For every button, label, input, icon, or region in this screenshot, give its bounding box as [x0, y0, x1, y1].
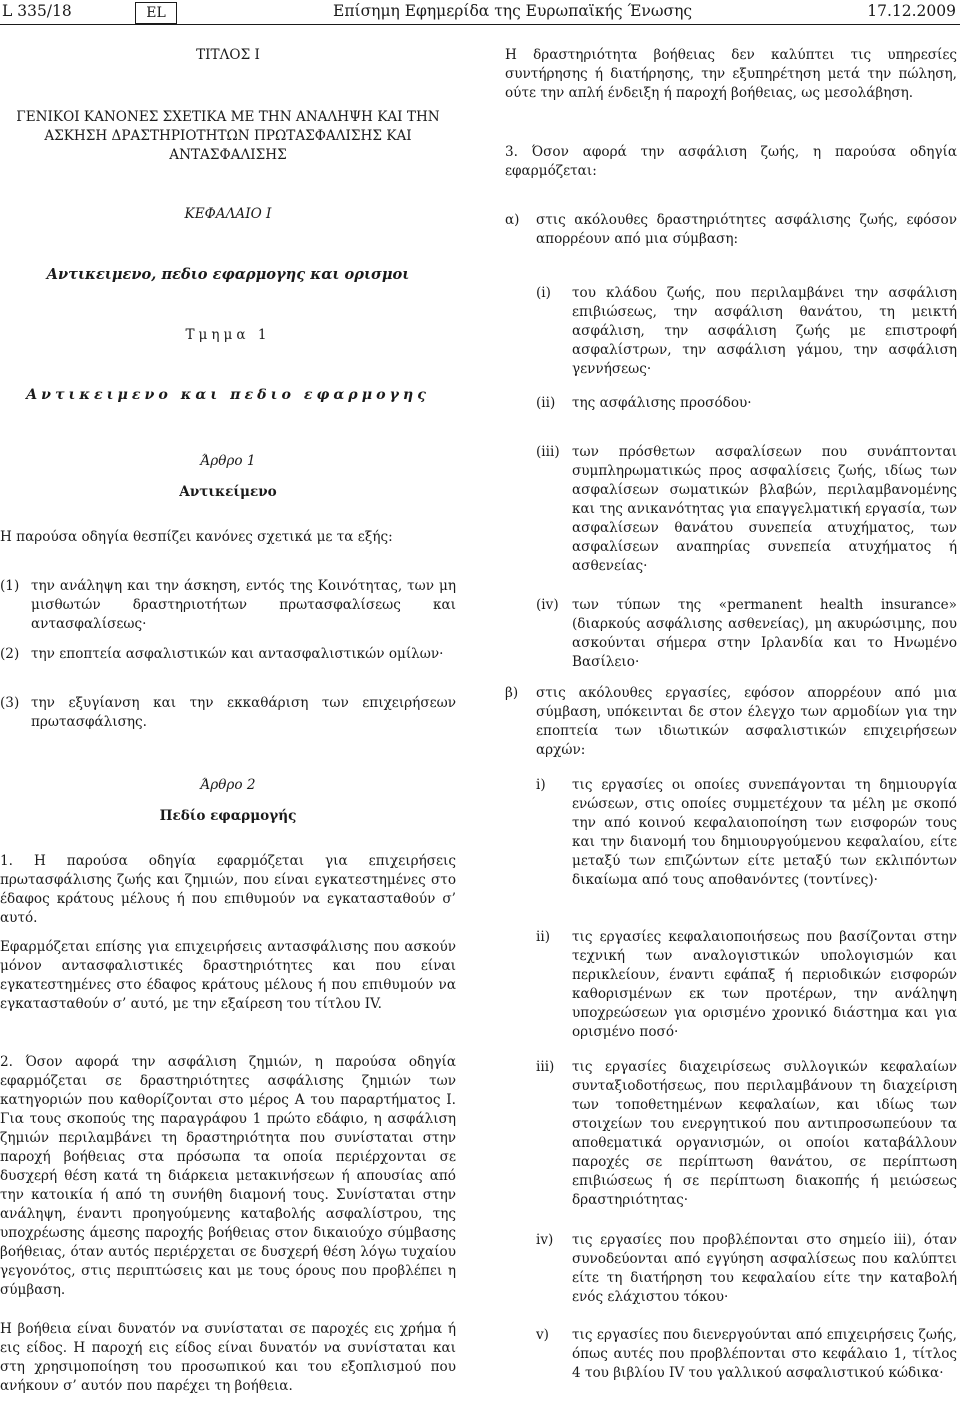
point-b: [505, 684, 957, 760]
subpoint-number: v): [536, 1327, 549, 1343]
section-heading: Αντικειμενο και πεδιο εφαρμογης: [26, 387, 430, 403]
article-2-paragraph-2: Εφαρμόζεται επίσης για επιχειρήσεις αντασφάλισης που ασκούν μόνον αντασφαλιστικές δραστηριότητες και που είναι εγκατεστημένες στο έδαφος κράτους μέλους ή που επιθυμούν να εγκατασταθούν σ’ αυτό, με την εξαίρεση του τίτλου IV.: [0, 939, 456, 1012]
subpoint-text: τις εργασίες κεφαλαιοποιήσεως που βασίζονται στην τεχνική των αναλογιστικών υπολογισμών και περικλείουν, έναντι εφάπαξ ή περιοδικών εισφορών καθορισμένων εκ των προτέρων, την ανάληψη υποχρεώσεων για ορισμένο χρονικό διάστημα και για ορισμένο ποσό·: [572, 929, 957, 1040]
item-text: την εξυγίανση και την εκκαθάριση των επιχειρήσεων πρωτασφάλισης.: [31, 695, 456, 730]
subpoint-text: του κλάδου ζωής, που περιλαμβάνει την ασφάλιση επιβιώσεως, την ασφάλιση θανάτου, τη μεικτή ασφάλιση, την ασφάλιση ζωής με επιστροφή ασφαλίστρων, την ασφάλιση γάμου, την ασφάλιση γεννήσεως·: [572, 285, 957, 377]
subpoint-number: (ii): [536, 395, 556, 411]
page-header: [0, 2, 960, 26]
point-number: α): [505, 212, 520, 228]
subpoint-text: των τύπων της «permanent health insurance» (διαρκούς ασφάλισης ασθενείας), μη ακυρώσιμης, που ασκούνται σήμερα στην Ιρλανδία και το Ηνωμένο Βασίλειο·: [572, 597, 957, 670]
article-2-paragraph-3: 2. Όσον αφορά την ασφάλιση ζημιών, η παρούσα οδηγία εφαρμόζεται σε δραστηριότητες ασφάλισης ζημιών των κατηγοριών που καθορίζονται στο μέρος Α του παραρτήματος Ι. Για τους σκοπούς της παραγράφου 1 πρώτο εδάφιο, η ασφάλιση ζημιών περιλαμβάνει τη δραστηριότητα που συνίσταται στην παροχή βοήθειας στα πρόσωπα τα οποία περιέρχονται σε δυσχερή θέση κατά τη διάρκεια μετακινήσεων ή απουσίας από την κατοικία ή από τη συνήθη διαμονή τους. Συνίσταται στην ανάληψη, έναντι προηγούμενης καταβολής ασφαλίστρου, της υποχρέωσης άμεσης παροχής βοήθειας στον δικαιούχο σύμβασης βοήθειας, όταν αυτός περιέρχεται σε δυσχερή θέση λόγω τυχαίου γεγονότος, στις περιπτώσεις και με τους όρους που προβλέπει η σύμβαση.: [0, 1054, 456, 1298]
subpoint-number: (i): [536, 285, 551, 301]
title-heading-line-3: ΑΝΤΑΣΦΑΛΙΣΗΣ: [169, 147, 287, 163]
chapter-label: ΚΕΦΑΛΑΙΟ Ι: [184, 206, 272, 222]
subpoint-number: iv): [536, 1232, 554, 1248]
subpoint-text: τις εργασίες διαχειρίσεως συλλογικών κεφαλαίων συνταξιοδοτήσεως, που περιλαμβάνουν τη διαχείριση των τοποθετημένων κεφαλαίων, και ιδίως των στοιχείων του ενεργητικού που αντιπροσωπεύουν τα αποθεματικά οργανισμών, οι οποίοι καταβάλλουν παροχές σε περίπτωση θανάτου, σε περίπτωση επιβιώσεως ή σε περίπτωση διακοπής ή μειώσεως δραστηριότητας·: [572, 1059, 957, 1208]
article-1-item: [0, 694, 456, 732]
item-number: (2): [0, 646, 20, 662]
subpoint-text: των πρόσθετων ασφαλίσεων που συνάπτονται συμπληρωματικώς προς ασφαλίσεις ζωής, ιδίως των ασφαλίσεων σωματικών βλαβών, περιλαμβανομένης και της ανικανότητας για επαγγελματική εργασία, των ασφαλίσεων θανάτου συνεπεία ατυχήματος, των ασφαλίσεων αναπηρίας συνεπεία ατυχήματος ή ασθενείας·: [572, 444, 957, 574]
language-badge: EL: [135, 2, 177, 24]
subpoint-text: τις εργασίες οι οποίες συνεπάγονται τη δημιουργία ενώσεων, στις οποίες συμμετέχουν τα μέλη με σκοπό την από κοινού κεφαλαιοποίηση των εισφορών τους και την διανομή του δημιουργούμενου κεφαλαίου, είτε μεταξύ των επιζώντων είτε μεταξύ των εκλιπόντων δικαίωμα από τους αποθανόντες (τοντίνες)·: [572, 777, 957, 888]
point-text: στις ακόλουθες εργασίες, εφόσον απορρέουν από μια σύμβαση, υπόκεινται δε στον έλεγχο των αρμοδίων για την εποπτεία των ιδιωτικών ασφαλιστικών επιχειρήσεων αρχών:: [536, 685, 957, 758]
subpoint-number: ii): [536, 929, 550, 945]
point-a: [505, 211, 957, 249]
page-number: L 335/18: [2, 2, 72, 20]
subpoint-number: iii): [536, 1059, 555, 1075]
item-number: (3): [0, 695, 20, 711]
item-text: την ανάληψη και την άσκηση, εντός της Κοινότητας, των μη μισθωτών δραστηριοτήτων πρωτασφαλίσεως και αντασφαλίσεως·: [31, 578, 456, 632]
subpoint: [536, 1231, 957, 1307]
assistance-paragraph: Η δραστηριότητα βοήθειας δεν καλύπτει τις υπηρεσίες συντήρησης ή διατήρησης, την εξυπηρέτηση μετά την πώληση, ούτε την απλή ένδειξη ή παροχή βοήθειας, ως μεσολάβηση.: [505, 47, 957, 101]
subpoint: [536, 284, 957, 379]
section-label: Τμημα 1: [185, 327, 271, 343]
title-heading-line-2: ΑΣΚΗΣΗ ΔΡΑΣΤΗΡΙΟΤΗΤΩΝ ΠΡΩΤΑΣΦΑΛΙΣΗΣ ΚΑΙ: [44, 128, 412, 144]
point-number: β): [505, 685, 519, 701]
article-2-paragraph-1: 1. Η παρούσα οδηγία εφαρμόζεται για επιχειρήσεις πρωτασφάλισης ζωής και ζημιών, που είναι εγκατεστημένες στο έδαφος κράτους μέλους ή που επιθυμούν να εγκατασταθούν σ’ αυτό.: [0, 853, 456, 926]
subpoint: [536, 776, 957, 890]
subpoint: [536, 443, 957, 576]
article-2-label: Άρθρο 2: [200, 777, 256, 793]
article-1-intro: Η παρούσα οδηγία θεσπίζει κανόνες σχετικά με τα εξής:: [0, 529, 393, 545]
subpoint-text: της ασφάλισης προσόδου·: [572, 395, 752, 411]
point-text: στις ακόλουθες δραστηριότητες ασφάλισης ζωής, εφόσον απορρέουν από μια σύμβαση:: [536, 212, 957, 247]
article-1-item: [0, 645, 456, 664]
subpoint-number: i): [536, 777, 546, 793]
subpoint-number: (iv): [536, 597, 559, 613]
subpoint: [536, 1058, 957, 1210]
article-2-heading: Πεδίο εφαρμογής: [159, 808, 297, 824]
article-1-label: Άρθρο 1: [200, 453, 256, 469]
subpoint: [536, 1326, 957, 1383]
header-rule: [0, 24, 960, 25]
subpoint-number: (iii): [536, 444, 560, 460]
subpoint-text: τις εργασίες που προβλέπονται στο σημείο iii), όταν συνοδεύονται από εγγύηση ασφαλίσεως που καλύπτει είτε τη διατήρηση του κεφαλαίου είτε την καταβολή ενός ελάχιστου τόκου·: [572, 1232, 957, 1305]
title-heading-line-1: ΓΕΝΙΚΟΙ ΚΑΝΟΝΕΣ ΣΧΕΤΙΚΑ ΜΕ ΤΗΝ ΑΝΑΛΗΨΗ ΚΑΙ ΤΗΝ: [16, 109, 440, 125]
subpoint-text: τις εργασίες που διενεργούνται από επιχειρήσεις ζωής, όπως αυτές που προβλέπονται στο κεφάλαιο 1, τίτλος 4 του βιβλίου IV του γαλλικού ασφαλιστικού κώδικα·: [572, 1327, 957, 1381]
life-insurance-paragraph: 3. Όσον αφορά την ασφάλιση ζωής, η παρούσα οδηγία εφαρμόζεται:: [505, 144, 957, 179]
subpoint: [536, 928, 957, 1042]
article-2-paragraph-4: Η βοήθεια είναι δυνατόν να συνίσταται σε παροχές εις χρήμα ή εις είδος. Η παροχή εις είδος είναι δυνατόν να συνίσταται και στη χρησιμοποίηση του προσωπικού και του εξοπλισμού που ανήκουν σ’ αυτόν που παρέχει τη βοήθεια.: [0, 1321, 456, 1394]
article-1-heading: Αντικείμενο: [179, 484, 277, 500]
item-number: (1): [0, 578, 20, 594]
article-1-item: [0, 577, 456, 634]
subpoint: [536, 394, 957, 413]
chapter-heading: Αντικειμενο, πεδιο εφαρμογης και ορισμοι: [46, 266, 410, 283]
subpoint: [536, 596, 957, 672]
journal-title: Επίσημη Εφημερίδα της Ευρωπαϊκής Ένωσης: [333, 2, 693, 20]
publication-date: 17.12.2009: [867, 2, 956, 20]
item-text: την εποπτεία ασφαλιστικών και αντασφαλιστικών ομίλων·: [31, 646, 444, 662]
title-label: ΤΙΤΛΟΣ Ι: [196, 47, 260, 63]
